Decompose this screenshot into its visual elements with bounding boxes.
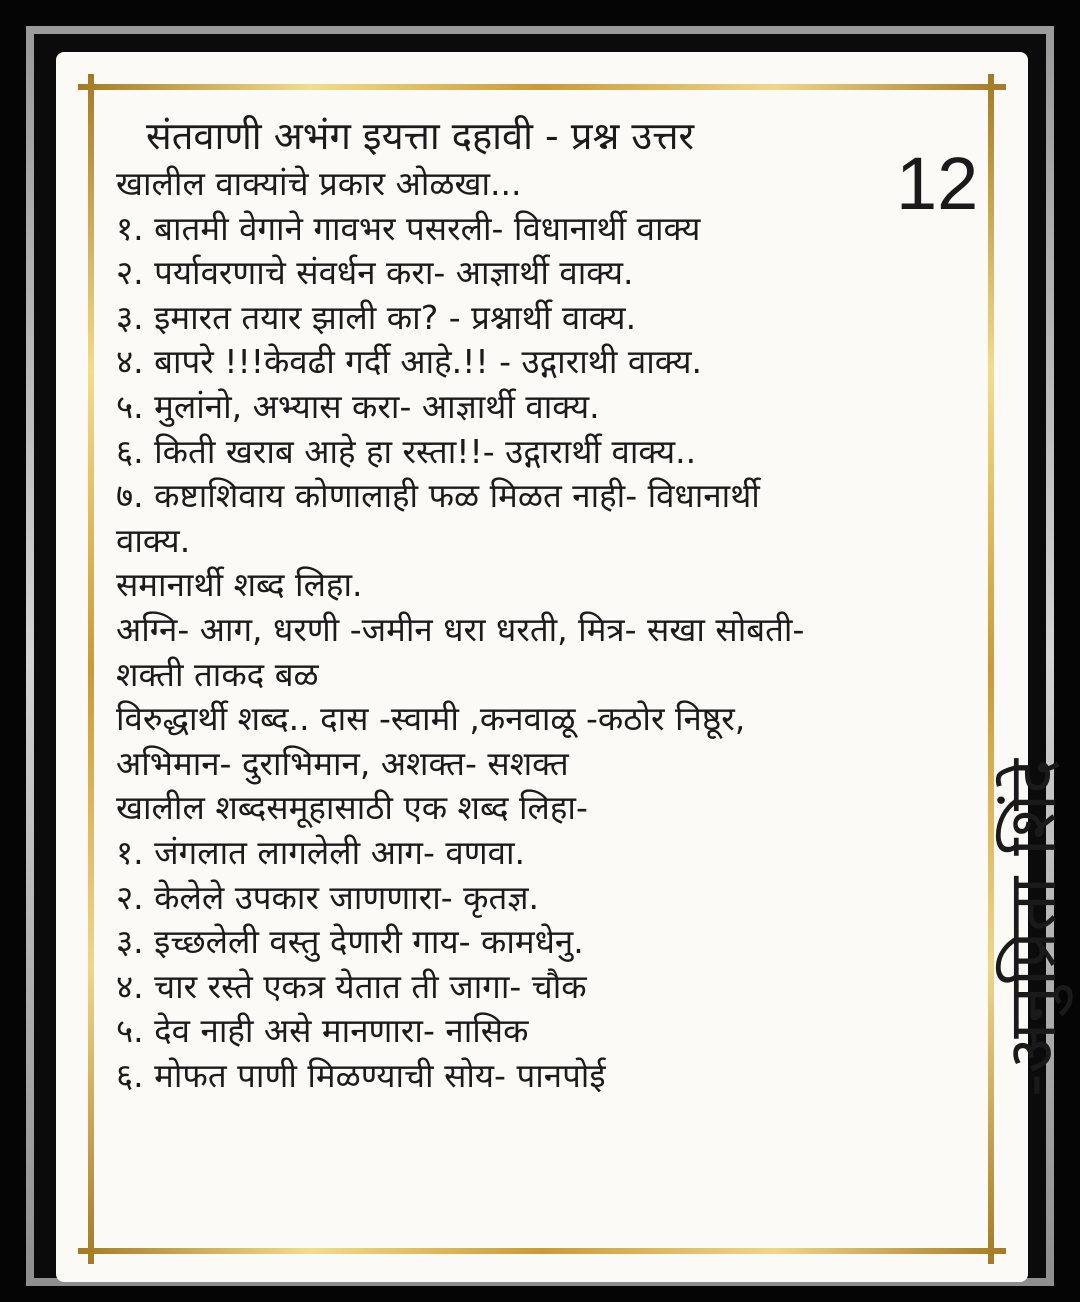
text-line: २. केलेले उपकार जाणणारा- कृतज्ञ. xyxy=(116,877,539,917)
document-body xyxy=(116,110,996,1098)
text-line: ७. कष्टाशिवाय कोणालाही फळ मिळत नाही- विधानार्थी xyxy=(116,476,760,516)
text-line: ४. चार रस्ते एकत्र येतात ती जागा- चौक xyxy=(116,966,587,1006)
text-line: ६. मोफत पाणी मिळण्याची सोय- पानपोई xyxy=(116,1055,606,1095)
text-line: समानार्थी शब्द लिहा. xyxy=(116,565,363,605)
page-number: 12 xyxy=(896,142,979,225)
text-line: १. बातमी वेगाने गावभर पसरली- विधानार्थी वाक्य xyxy=(116,208,701,248)
text-line: विरुद्धार्थी शब्द.. दास -स्वामी ,कनवाळू -कठोर निष्ठूर, xyxy=(116,699,746,739)
text-line: १. जंगलात लागलेली आग- वणवा. xyxy=(116,832,526,872)
text-line: ५. मुलांनो, अभ्यास करा- आज्ञार्थी वाक्य. xyxy=(116,386,600,426)
text-line: ५. देव नाही असे मानणारा- नासिक xyxy=(116,1011,529,1051)
author-signature: -अनुप्रिता शिंदे xyxy=(994,758,1071,1097)
gold-border-bottom xyxy=(78,1248,1006,1254)
text-line: २. पर्यावरणाचे संवर्धन करा- आज्ञार्थी वाक्य. xyxy=(116,253,634,293)
text-line: वाक्य. xyxy=(116,520,191,560)
text-line: अग्नि- आग, धरणी -जमीन धरा धरती, मित्र- सखा सोबती- xyxy=(116,609,805,649)
document-card xyxy=(56,52,1071,1282)
page-title: संतवाणी अभंग इयत्ता दहावी - प्रश्न उत्तर xyxy=(146,114,695,158)
text-line: शक्ती ताकद बळ xyxy=(116,654,319,694)
text-line: खालील वाक्यांचे प्रकार ओळखा... xyxy=(116,164,522,203)
text-line: ३. इमारत तयार झाली का? - प्रश्नार्थी वाक्य. xyxy=(116,297,637,337)
text-line: ४. बापरे !!!केवढी गर्दी आहे.!! - उद्गाराथी वाक्य. xyxy=(116,342,703,382)
text-line: ६. किती खराब आहे हा रस्ता!!- उद्गारार्थी वाक्य.. xyxy=(116,431,697,471)
text-line: अभिमान- दुराभिमान, अशक्त- सशक्त xyxy=(116,743,569,783)
text-line: खालील शब्दसमूहासाठी एक शब्द लिहा- xyxy=(116,788,588,828)
gold-border-top xyxy=(78,84,1006,90)
text-line: ३. इच्छलेली वस्तु देणारी गाय- कामधेनु. xyxy=(116,922,584,962)
gold-border-left xyxy=(88,74,94,1264)
